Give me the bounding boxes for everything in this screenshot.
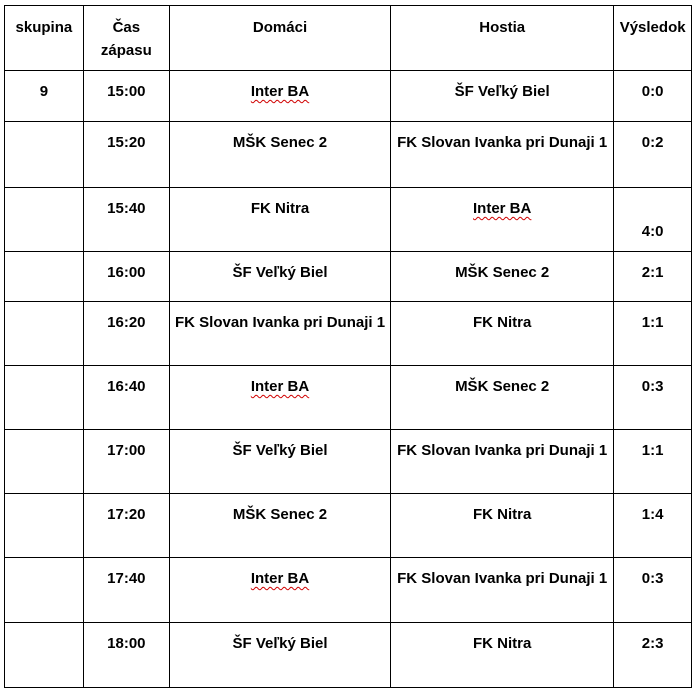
- home-team-cell: MŠK Senec 2: [169, 494, 390, 558]
- table-row: [5, 494, 692, 558]
- result-value: 4:0: [641, 223, 664, 240]
- result-cell: 2:3: [614, 623, 692, 688]
- time-cell: 15:40: [83, 188, 169, 252]
- home-team-cell: ŠF Veľký Biel: [169, 252, 390, 302]
- group-cell: [5, 623, 84, 688]
- time-cell: 16:40: [83, 366, 169, 430]
- away-team-cell: MŠK Senec 2: [391, 252, 614, 302]
- table-row: [5, 558, 692, 623]
- time-cell: 16:00: [83, 252, 169, 302]
- result-cell: 1:1: [614, 430, 692, 494]
- home-team-cell: ŠF Veľký Biel: [169, 430, 390, 494]
- table-row: [5, 188, 692, 252]
- time-cell: 15:20: [83, 122, 169, 188]
- home-team-cell: [169, 558, 390, 623]
- away-team-cell: FK Slovan Ivanka pri Dunaji 1: [391, 558, 614, 623]
- home-team-cell: FK Nitra: [169, 188, 390, 252]
- time-cell: 15:00: [83, 71, 169, 122]
- result-cell: 0:3: [614, 366, 692, 430]
- away-team-cell: ŠF Veľký Biel: [391, 71, 614, 122]
- group-cell: [5, 302, 84, 366]
- away-team-cell: FK Nitra: [391, 494, 614, 558]
- time-cell: 18:00: [83, 623, 169, 688]
- table-row: [5, 122, 692, 188]
- home-team-cell: ŠF Veľký Biel: [169, 623, 390, 688]
- home-team-cell: FK Slovan Ivanka pri Dunaji 1: [169, 302, 390, 366]
- result-cell: [614, 188, 692, 252]
- table-row: [5, 302, 692, 366]
- header-row: [5, 6, 692, 71]
- header-away: Hostia: [391, 6, 614, 71]
- group-cell: [5, 122, 84, 188]
- header-home: Domáci: [169, 6, 390, 71]
- result-cell: 0:0: [614, 71, 692, 122]
- home-team-name: Inter BA: [250, 83, 310, 100]
- table-header: [5, 6, 692, 71]
- home-team-cell: [169, 366, 390, 430]
- away-team-cell: MŠK Senec 2: [391, 366, 614, 430]
- result-cell: 0:2: [614, 122, 692, 188]
- table-row: [5, 252, 692, 302]
- away-team-name: Inter BA: [473, 200, 532, 217]
- table-row: [5, 71, 692, 122]
- result-cell: 0:3: [614, 558, 692, 623]
- header-group: skupina: [5, 6, 84, 71]
- table-row: [5, 623, 692, 688]
- home-team-cell: MŠK Senec 2: [169, 122, 390, 188]
- away-team-cell: [391, 188, 614, 252]
- home-team-cell: [169, 71, 390, 122]
- away-team-cell: FK Nitra: [391, 623, 614, 688]
- away-team-cell: FK Slovan Ivanka pri Dunaji 1: [391, 430, 614, 494]
- group-cell: [5, 366, 84, 430]
- table-body: [5, 71, 692, 688]
- group-cell: [5, 494, 84, 558]
- time-cell: 17:20: [83, 494, 169, 558]
- header-result: Výsledok: [614, 6, 692, 71]
- home-team-name: Inter BA: [250, 570, 310, 587]
- group-cell: [5, 252, 84, 302]
- group-cell: 9: [5, 71, 84, 122]
- home-team-name: Inter BA: [250, 378, 310, 395]
- table-row: [5, 430, 692, 494]
- time-cell: 17:00: [83, 430, 169, 494]
- away-team-cell: FK Slovan Ivanka pri Dunaji 1: [391, 122, 614, 188]
- group-cell: [5, 558, 84, 623]
- away-team-cell: FK Nitra: [391, 302, 614, 366]
- time-cell: 16:20: [83, 302, 169, 366]
- table-row: [5, 366, 692, 430]
- header-time: Čas zápasu: [83, 6, 169, 71]
- time-cell: 17:40: [83, 558, 169, 623]
- result-cell: 1:1: [614, 302, 692, 366]
- result-cell: 2:1: [614, 252, 692, 302]
- group-cell: [5, 188, 84, 252]
- result-cell: 1:4: [614, 494, 692, 558]
- match-schedule-table: [4, 5, 692, 688]
- group-cell: [5, 430, 84, 494]
